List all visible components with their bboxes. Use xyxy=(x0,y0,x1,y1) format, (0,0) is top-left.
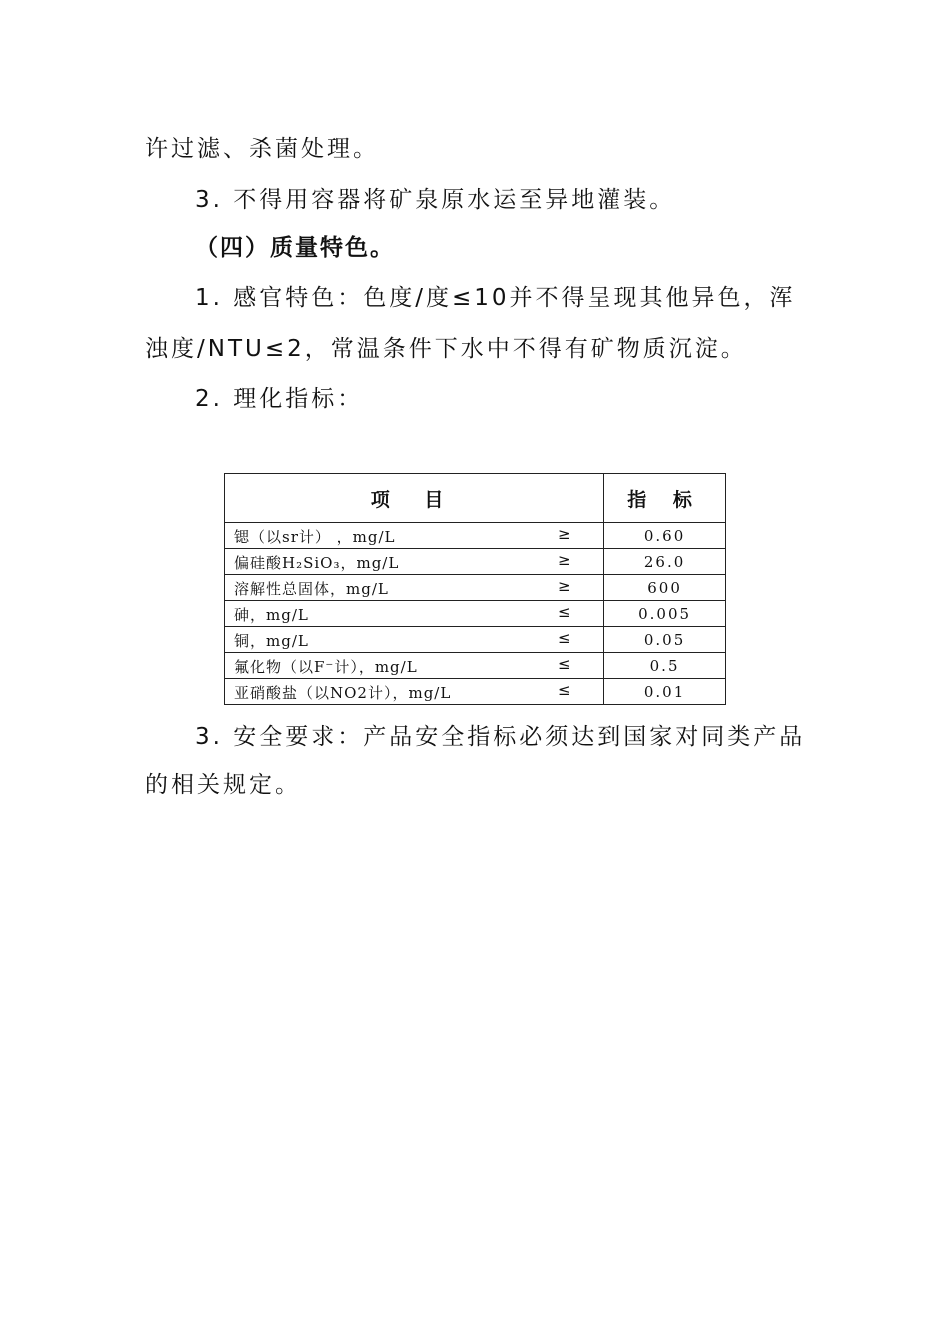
paragraph-safety-line1: 3. 安全要求：产品安全指标必须达到国家对同类产品 xyxy=(195,724,806,750)
paragraph-item-3: 3. 不得用容器将矿泉原水运至异地灌装。 xyxy=(195,187,676,213)
section-heading: （四）质量特色。 xyxy=(195,235,395,261)
item-name: 溶解性总固体，mg/L xyxy=(234,580,389,598)
table-cell-item xyxy=(225,653,604,679)
item-name: 砷，mg/L xyxy=(234,606,309,624)
comparison-operator: ≤ xyxy=(558,603,571,621)
comparison-operator: ≥ xyxy=(558,577,571,595)
table-cell-item xyxy=(225,679,604,705)
table-row xyxy=(225,523,726,549)
comparison-operator: ≤ xyxy=(558,629,571,647)
table-cell-value: 600 xyxy=(604,575,726,601)
table-cell-item xyxy=(225,601,604,627)
item-name: 亚硝酸盐（以NO2计），mg/L xyxy=(234,684,452,702)
table-cell-item xyxy=(225,627,604,653)
paragraph-sensory-line2: 浊度/NTU≤2，常温条件下水中不得有矿物质沉淀。 xyxy=(145,336,747,362)
comparison-operator: ≥ xyxy=(558,551,571,569)
table-row xyxy=(225,627,726,653)
item-name: 氟化物（以F⁻计），mg/L xyxy=(234,658,418,676)
item-name: 锶（以sr计） ，mg/L xyxy=(234,528,396,546)
table-cell-value: 0.05 xyxy=(604,627,726,653)
comparison-operator: ≤ xyxy=(558,681,571,699)
item-name: 铜，mg/L xyxy=(234,632,309,650)
paragraph-physchem-label: 2. 理化指标： xyxy=(195,386,364,412)
table-cell-value: 0.01 xyxy=(604,679,726,705)
paragraph-safety-line2: 的相关规定。 xyxy=(145,772,301,798)
table-cell-value: 0.5 xyxy=(604,653,726,679)
table-row xyxy=(225,679,726,705)
physchem-table xyxy=(224,473,726,705)
paragraph-sensory-line1: 1. 感官特色：色度/度≤10并不得呈现其他异色，浑 xyxy=(195,285,796,311)
item-name: 偏硅酸H₂SiO₃，mg/L xyxy=(234,554,400,572)
table-cell-item xyxy=(225,523,604,549)
table-row xyxy=(225,601,726,627)
table-cell-item xyxy=(225,575,604,601)
table-cell-item xyxy=(225,549,604,575)
table-cell-value: 26.0 xyxy=(604,549,726,575)
comparison-operator: ≥ xyxy=(558,525,571,543)
paragraph-continuation: 许过滤、杀菌处理。 xyxy=(145,136,379,162)
table-row xyxy=(225,549,726,575)
table-cell-value: 0.005 xyxy=(604,601,726,627)
table-header-item: 项 目 xyxy=(225,474,604,523)
comparison-operator: ≤ xyxy=(558,655,571,673)
table-row xyxy=(225,575,726,601)
table-row xyxy=(225,653,726,679)
table-cell-value: 0.60 xyxy=(604,523,726,549)
table-header-row xyxy=(225,474,726,523)
table-header-value: 指 标 xyxy=(604,474,726,523)
